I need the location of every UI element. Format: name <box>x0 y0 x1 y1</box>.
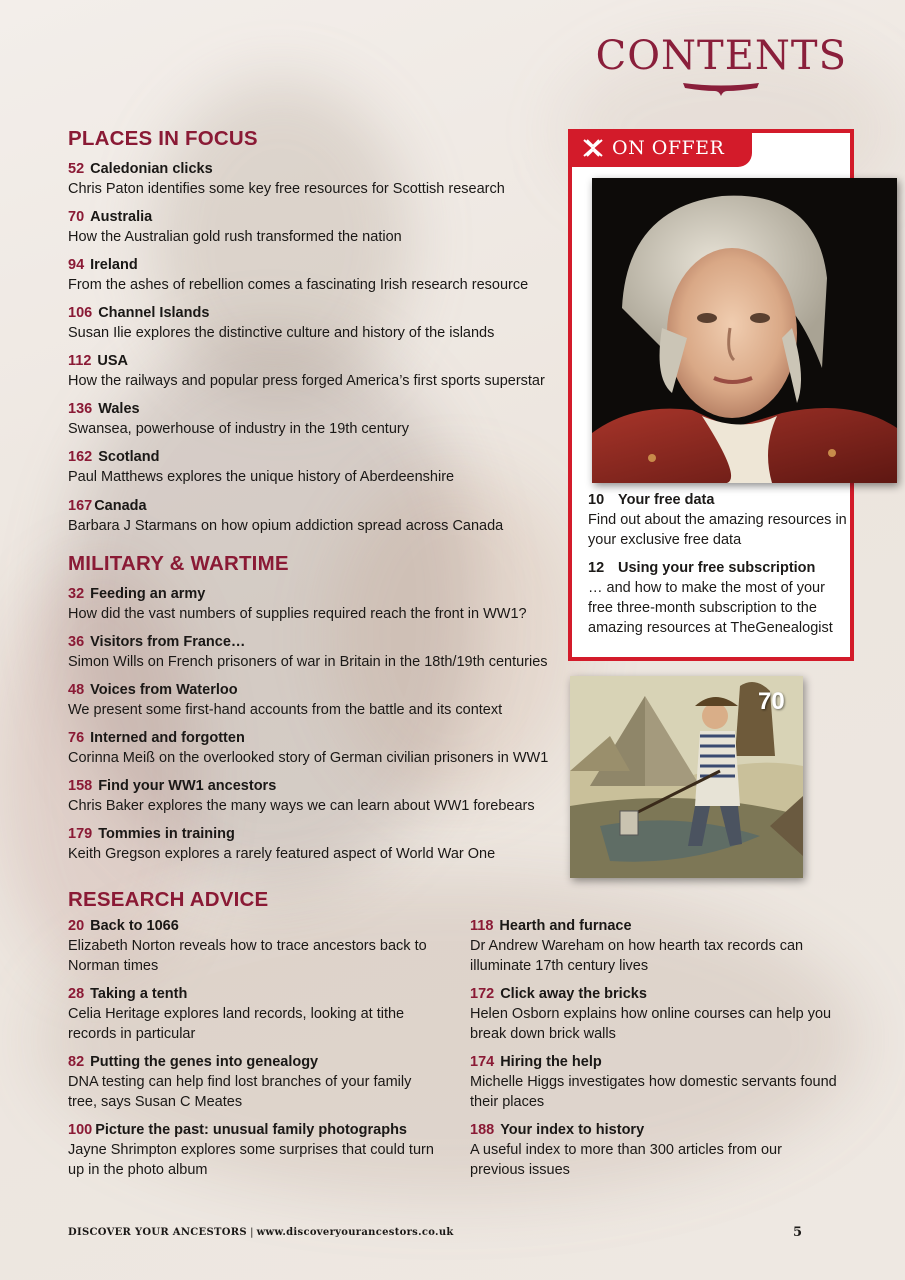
toc-entry[interactable] <box>68 1121 453 1180</box>
toc-entry[interactable] <box>470 917 830 976</box>
entry-title: Feeding an army <box>90 586 206 602</box>
toc-entry[interactable] <box>68 256 563 295</box>
entry-title: Canada <box>94 498 147 514</box>
footer-url[interactable]: www.discoveryourancestors.co.uk <box>256 1227 454 1238</box>
entry-description: Celia Heritage explores land records, looking at tithe records in particular <box>68 1006 405 1042</box>
toc-entry[interactable] <box>470 1053 860 1112</box>
footer-brand: DISCOVER YOUR ANCESTORS <box>68 1227 247 1238</box>
entry-description: Keith Gregson explores a rarely featured aspect of World War One <box>68 846 496 862</box>
toc-entry[interactable] <box>470 1121 815 1180</box>
entry-title: Wales <box>98 401 140 417</box>
entry-description: Helen Osborn explains how online courses can help you break down brick walls <box>470 1006 832 1042</box>
toc-entry[interactable] <box>68 352 563 391</box>
entry-description: Michelle Higgs investigates how domestic servants found their places <box>470 1074 837 1110</box>
entry-title: Click away the bricks <box>500 986 647 1002</box>
page-number: 172 <box>470 986 495 1002</box>
on-offer-tab <box>568 129 752 167</box>
page-title <box>595 33 847 98</box>
page-number: 136 <box>68 401 93 417</box>
entry-description: How the Australian gold rush transformed the nation <box>68 229 402 245</box>
toc-entry[interactable] <box>68 160 563 199</box>
toc-entry[interactable] <box>68 681 563 720</box>
toc-entry[interactable] <box>68 585 563 624</box>
page-number: 28 <box>68 986 85 1002</box>
toc-entry[interactable] <box>68 729 563 768</box>
page-number: 118 <box>470 918 494 934</box>
toc-entry[interactable] <box>68 497 563 536</box>
page-number: 52 <box>68 161 85 177</box>
toc-entry[interactable] <box>68 448 563 487</box>
entry-title: USA <box>97 353 129 369</box>
entry-title: Australia <box>90 209 153 225</box>
gold-rush-page-number: 70 <box>758 688 785 715</box>
section-heading-research: RESEARCH ADVICE <box>68 888 269 911</box>
entry-title: Interned and forgotten <box>90 730 245 746</box>
section-heading-military: MILITARY & WARTIME <box>68 552 289 575</box>
entry-description: We present some first-hand accounts from the battle and its context <box>68 702 503 718</box>
footer <box>68 1227 454 1238</box>
entry-title: Hiring the help <box>500 1054 602 1070</box>
page-number: 82 <box>68 1054 85 1070</box>
entry-description: Chris Baker explores the many ways we can learn about WW1 forebears <box>68 798 535 814</box>
entry-title: Hearth and furnace <box>499 918 632 934</box>
page-number: 179 <box>68 826 93 842</box>
flourish-icon <box>681 80 761 98</box>
entry-description: Chris Paton identifies some key free resources for Scottish research <box>68 181 505 197</box>
footer-separator: | <box>246 1227 257 1238</box>
entry-title: Visitors from France… <box>90 634 246 650</box>
entry-description: Corinna Meiß on the overlooked story of German civilian prisoners in WW1 <box>68 750 549 766</box>
page-number: 162 <box>68 449 93 465</box>
toc-entry[interactable] <box>470 985 855 1044</box>
page-number: 32 <box>68 586 85 602</box>
entry-description: … and how to make the most of your free three-month subscription to the amazing resources at TheGenealogist <box>588 580 833 636</box>
page-number: 12 <box>588 560 605 576</box>
page-number: 167 <box>68 498 93 514</box>
entry-title: Find your WW1 ancestors <box>98 778 277 794</box>
page-number-footer: 5 <box>793 1225 803 1240</box>
entry-title: Using your free subscription <box>618 560 816 576</box>
entry-title: Scotland <box>98 449 160 465</box>
page-number: 36 <box>68 634 85 650</box>
entry-title: Back to 1066 <box>90 918 179 934</box>
entry-description: Find out about the amazing resources in your exclusive free data <box>588 512 847 548</box>
entry-title: Voices from Waterloo <box>90 682 238 698</box>
toc-entry[interactable] <box>68 825 563 864</box>
toc-entry[interactable] <box>68 208 563 247</box>
entry-description: Susan Ilie explores the distinctive culture and history of the islands <box>68 325 495 341</box>
entry-title: Your index to history <box>500 1122 645 1138</box>
page-number: 76 <box>68 730 85 746</box>
toc-entry[interactable] <box>68 1053 438 1112</box>
entry-description: Dr Andrew Wareham on how hearth tax records can illuminate 17th century lives <box>470 938 804 974</box>
entry-description: Paul Matthews explores the unique history of Aberdeenshire <box>68 469 455 485</box>
page-number: 70 <box>68 209 85 225</box>
entry-title: Picture the past: unusual family photographs <box>95 1122 407 1138</box>
entry-description: How did the vast numbers of supplies required reach the front in WW1? <box>68 606 527 622</box>
toc-entry[interactable] <box>68 985 428 1044</box>
entry-title: Ireland <box>90 257 138 273</box>
entry-title: Caledonian clicks <box>90 161 213 177</box>
entry-description: Jayne Shrimpton explores some surprises that could turn up in the photo album <box>68 1142 434 1178</box>
page-number: 112 <box>68 353 92 369</box>
entry-description: How the railways and popular press forged America’s first sports superstar <box>68 373 545 389</box>
entry-description: Swansea, powerhouse of industry in the 19th century <box>68 421 409 437</box>
entry-title: Channel Islands <box>98 305 210 321</box>
entry-description: From the ashes of rebellion comes a fascinating Irish research resource <box>68 277 529 293</box>
page-number: 188 <box>470 1122 495 1138</box>
section-heading-places: PLACES IN FOCUS <box>68 127 258 150</box>
on-offer-box <box>568 129 854 661</box>
toc-entry[interactable] <box>68 633 563 672</box>
toc-entry[interactable] <box>68 917 453 976</box>
entry-title: Your free data <box>618 492 715 508</box>
cross-stitch-icon <box>582 139 604 157</box>
page-number: 158 <box>68 778 93 794</box>
toc-entry[interactable] <box>68 777 563 816</box>
georgian-portrait-image <box>592 178 897 483</box>
toc-entry[interactable] <box>68 304 563 343</box>
entry-description: Barbara J Starmans on how opium addiction spread across Canada <box>68 518 504 534</box>
entry-title: Putting the genes into genealogy <box>90 1054 319 1070</box>
page-number: 94 <box>68 257 85 273</box>
gold-rush-illustration[interactable] <box>570 676 803 878</box>
offer-entry[interactable] <box>588 559 848 638</box>
page-number: 106 <box>68 305 93 321</box>
page-number: 174 <box>470 1054 495 1070</box>
page-title-text: CONTENTS <box>595 33 847 79</box>
entry-description: Simon Wills on French prisoners of war in Britain in the 18th/19th centuries <box>68 654 548 670</box>
page-number: 20 <box>68 918 85 934</box>
entry-description: DNA testing can help find lost branches of your family tree, says Susan C Meates <box>68 1074 412 1110</box>
entry-title: Taking a tenth <box>90 986 188 1002</box>
page-number: 48 <box>68 682 85 698</box>
entry-description: A useful index to more than 300 articles from our previous issues <box>470 1142 782 1178</box>
toc-entry[interactable] <box>68 400 563 439</box>
offer-entry[interactable] <box>588 491 848 550</box>
on-offer-label: ON OFFER <box>612 137 725 159</box>
page-number: 100 <box>68 1122 93 1138</box>
entry-description: Elizabeth Norton reveals how to trace ancestors back to Norman times <box>68 938 427 974</box>
page-number: 10 <box>588 492 605 508</box>
entry-title: Tommies in training <box>98 826 235 842</box>
